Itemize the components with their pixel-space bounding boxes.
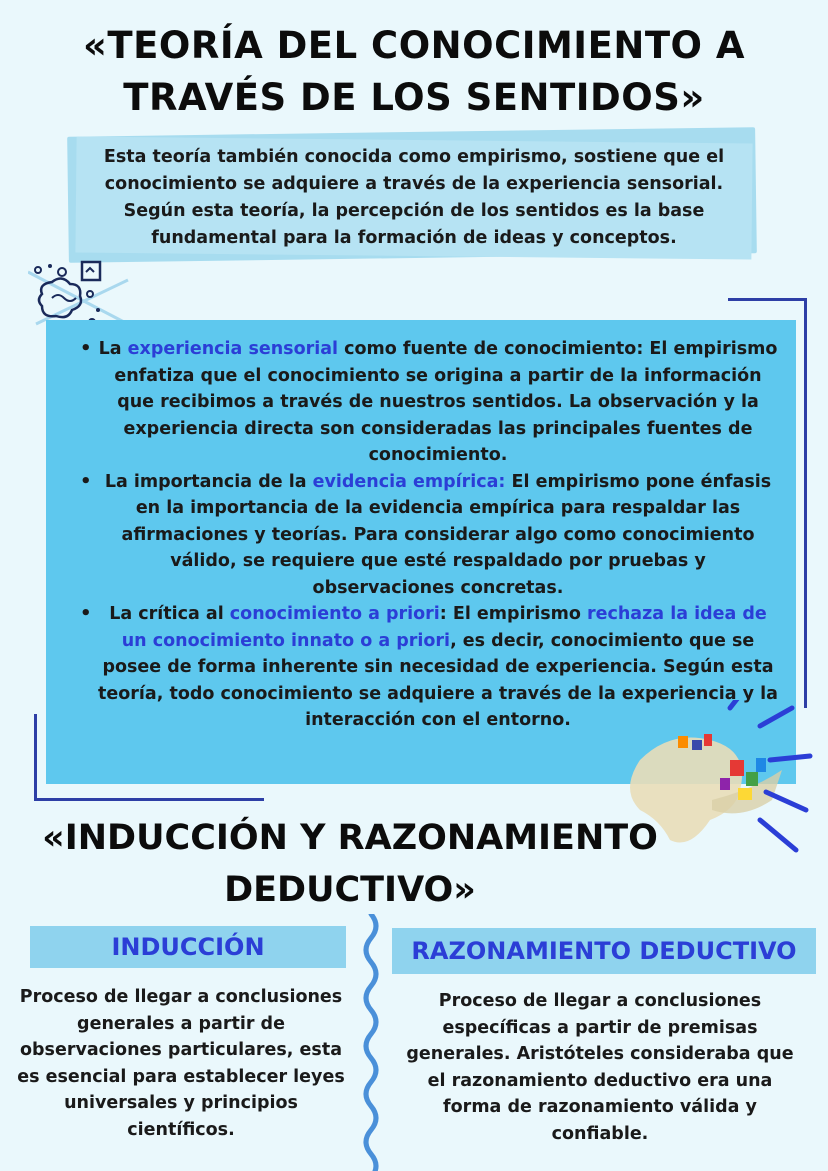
bullet-text: La [98, 339, 128, 359]
bullet-marker: • [80, 603, 92, 624]
induccion-label: INDUCCIÓN [111, 933, 265, 961]
bullet-marker: • [80, 338, 92, 359]
intro-paragraph: Esta teoría también conocida como empirismo, sostiene que el conocimiento se adquiere a través de la experiencia sensorial. Según esta teoría, la percepción de los sentidos es la base fundamental para la formación de ideas y conceptos. [103, 147, 725, 248]
bullet-text: : El empirismo [439, 604, 587, 624]
deductivo-text: Proceso de llegar a conclusiones específicas a partir de premisas generales. Aristóteles consideraba que el razonamiento deductivo era una forma de razonamiento válida y confiable. [406, 991, 794, 1144]
frame-line-bottom [34, 798, 264, 801]
bullet-text: El empirismo pone énfasis en la importancia de la evidencia empírica para respaldar las afirmaciones y teorías. Para considerar algo como conocimiento válido, se requiere que esté respaldado por pruebas y observaciones concretas. [121, 471, 772, 598]
list-item [46, 469, 796, 602]
bullet-highlight: evidencia empírica: [312, 471, 506, 492]
frame-line-right [804, 298, 807, 708]
section-title: «INDUCCIÓN Y RAZONAMIENTO DEDUCTIVO» [42, 818, 658, 910]
bullet-highlight: conocimiento a priori [229, 604, 440, 624]
induccion-text: Proceso de llegar a conclusiones generales a partir de observaciones particulares, esta es esencial para establecer leyes universales y principios científicos. [17, 987, 345, 1140]
page-title: «TEORÍA DEL CONOCIMIENTO A TRAVÉS DE LOS SENTIDOS» [82, 24, 746, 119]
bullet-highlight: rechaza la idea de un conocimiento innato o a priori [121, 604, 767, 651]
frame-line-top [728, 298, 806, 301]
deductivo-ribbon [392, 928, 816, 974]
deductivo-label: RAZONAMIENTO DEDUCTIVO [411, 937, 797, 965]
bullet-text: La importancia de la [104, 471, 313, 492]
wavy-divider-icon [360, 914, 382, 1171]
bullet-text: La crítica al [109, 604, 230, 624]
bullet-text: como fuente de conocimiento: El empirismo enfatiza que el conocimiento se origina a partir de la información que recibimos a través de nuestros sentidos. La observación y la experiencia directa son consideradas las principales fuentes de conocimiento. [114, 339, 778, 465]
list-item [46, 336, 796, 469]
key-points-list [46, 336, 796, 734]
bullet-highlight: experiencia sensorial [127, 339, 339, 359]
induccion-ribbon [30, 926, 346, 968]
bullet-text: , es decir, conocimiento que se posee de forma inherente sin necesidad de experiencia. Según esta teoría, todo conocimiento se adquiere a través de la experiencia y la interacción con el entorno. [98, 630, 778, 730]
bullet-marker: • [80, 470, 92, 492]
frame-line-left [34, 714, 37, 800]
